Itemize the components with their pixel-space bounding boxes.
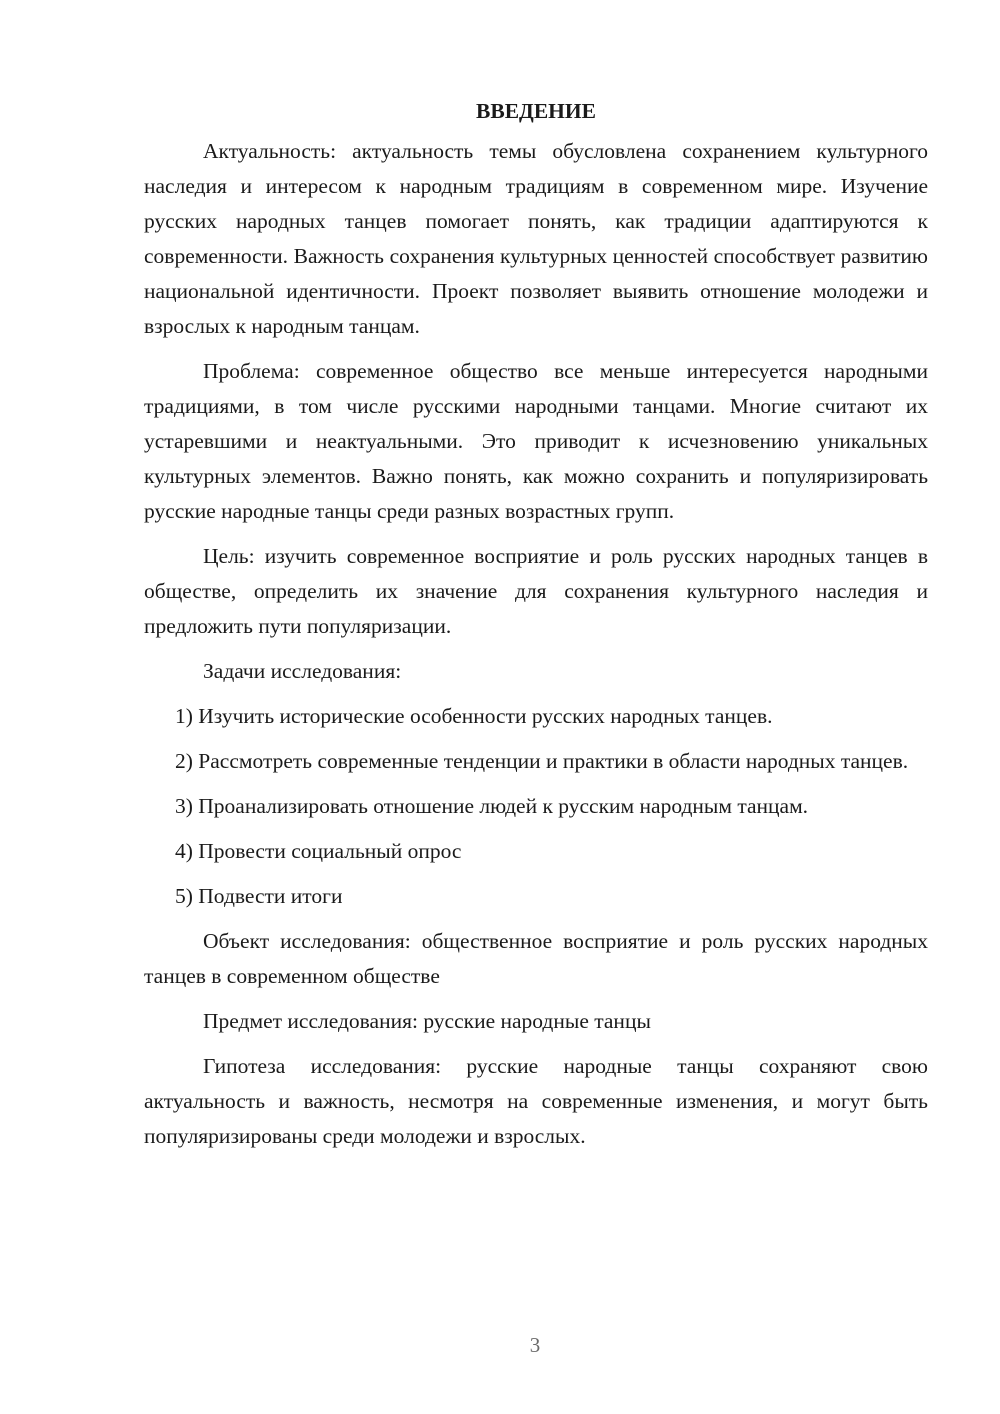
task-item-3: 3) Проанализировать отношение людей к русским народным танцам. [175, 794, 809, 818]
section-heading: ВВЕДЕНИЕ [476, 99, 596, 123]
problem-paragraph: Проблема: современное общество все меньше интересуется народными традициями, в том числе русскими народными танцами. Многие считают их устаревшими и неактуальными. Это приводит к исчезновению уникальных культурных элементов. Важно понять, как можно сохранить и популяризировать русские народные танцы среди разных возрастных групп. [144, 359, 928, 523]
object-paragraph: Объект исследования: общественное восприятие и роль русских народных танцев в современном обществе [144, 929, 928, 988]
task-item-2: 2) Рассмотреть современные тенденции и практики в области народных танцев. [175, 749, 909, 773]
goal-paragraph: Цель: изучить современное восприятие и роль русских народных танцев в обществе, определить их значение для сохранения культурного наследия и предложить пути популяризации. [144, 544, 928, 638]
page-number: 3 [529, 1333, 541, 1357]
task-item-4: 4) Провести социальный опрос [175, 839, 462, 863]
tasks-title: Задачи исследования: [203, 659, 402, 683]
document-page [144, 92, 928, 1164]
hypothesis-paragraph: Гипотеза исследования: русские народные танцы сохраняют свою актуальность и важность, несмотря на современные изменения, и могут быть популяризированы среди молодежи и взрослых. [144, 1054, 928, 1148]
task-item-5: 5) Подвести итоги [175, 884, 343, 908]
subject-paragraph: Предмет исследования: русские народные танцы [203, 1009, 651, 1033]
task-item-1: 1) Изучить исторические особенности русских народных танцев. [175, 704, 773, 728]
relevance-paragraph: Актуальность: актуальность темы обусловлена сохранением культурного наследия и интересом к народным традициям в современном мире. Изучение русских народных танцев помогает понять, как традиции адаптируются к современности. Важность сохранения культурных ценностей способствует развитию национальной идентичности. Проект позволяет выявить отношение молодежи и взрослых к народным танцам. [144, 139, 928, 338]
